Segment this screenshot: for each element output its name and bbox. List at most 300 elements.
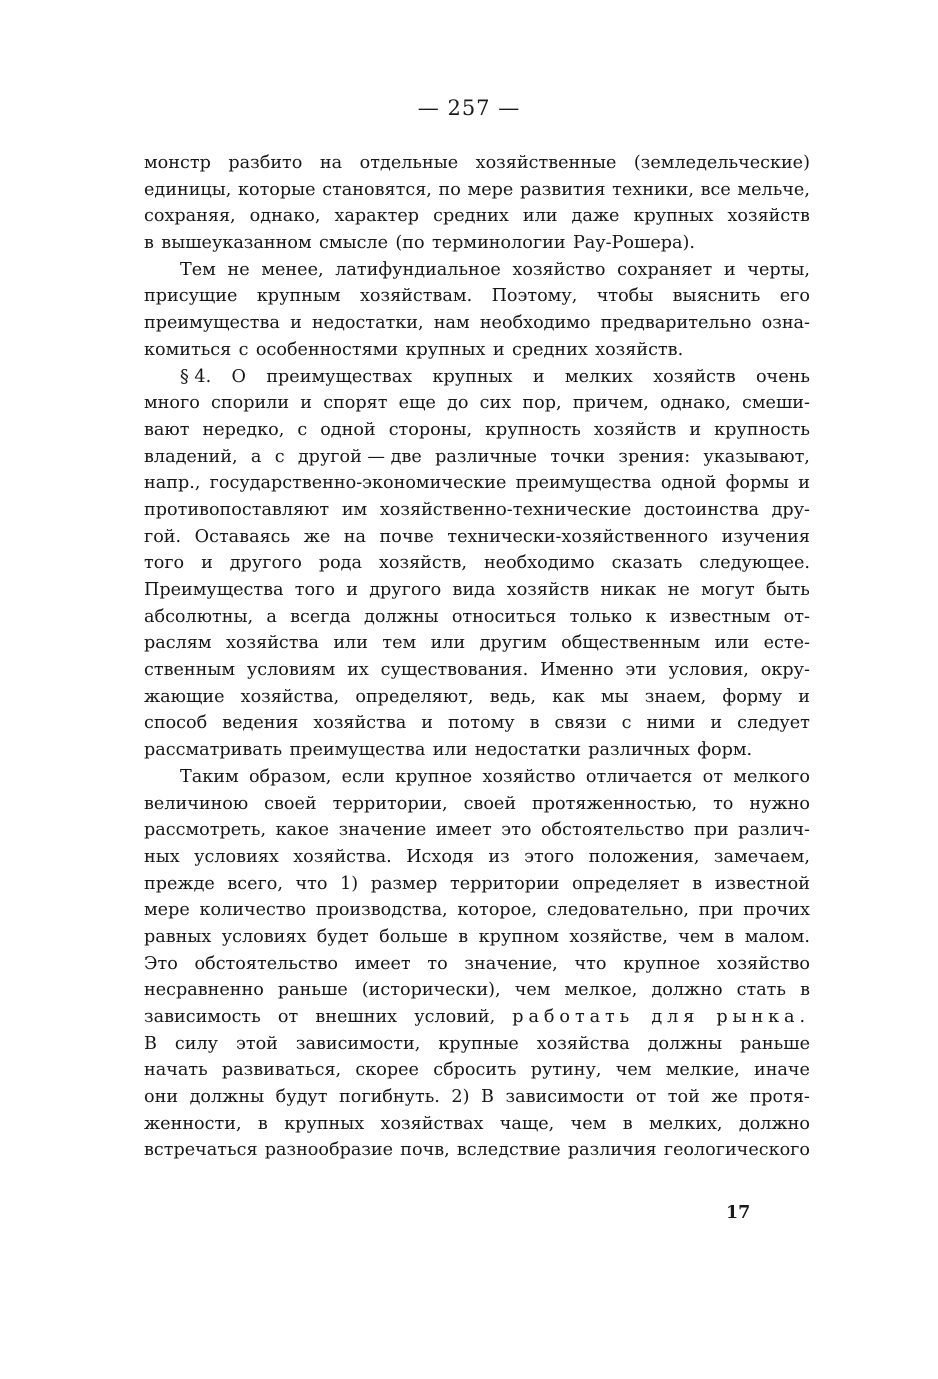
- word: погибнуть.: [339, 1087, 440, 1108]
- word: с: [297, 419, 308, 440]
- text-line: [144, 951, 810, 978]
- word: вследствие: [456, 1140, 561, 1161]
- word: крупных: [284, 1113, 365, 1134]
- text-line: [144, 310, 810, 337]
- word: напр.,: [144, 473, 201, 494]
- word: раньше: [740, 1033, 810, 1054]
- word: однако,: [249, 206, 321, 227]
- text-line: [144, 844, 810, 871]
- word: необходимо: [479, 313, 591, 334]
- word: § 4.: [180, 366, 212, 387]
- word: техники,: [612, 179, 694, 200]
- word: очень: [755, 366, 810, 387]
- word: должно: [651, 980, 723, 1001]
- word: ственным: [144, 660, 236, 681]
- word: в: [257, 1113, 268, 1134]
- word: преимущества: [289, 740, 426, 761]
- word: почве: [379, 526, 434, 547]
- word: будут: [275, 1087, 328, 1108]
- text-line: [144, 1031, 810, 1058]
- word: своей: [264, 793, 317, 814]
- word: форм.: [697, 740, 753, 761]
- word: хозяйство: [716, 953, 810, 974]
- word: чтобы: [596, 286, 654, 307]
- text-line: [144, 710, 810, 737]
- word: это: [501, 820, 532, 841]
- word: Поэтому,: [491, 286, 578, 307]
- word: указывают,: [703, 446, 810, 467]
- word: вают: [144, 419, 190, 440]
- word: и: [492, 339, 505, 360]
- text-line: [144, 1137, 810, 1164]
- word: же: [303, 526, 331, 547]
- word: а: [250, 446, 262, 467]
- word: крупность: [714, 419, 810, 440]
- word: до: [447, 393, 469, 414]
- text-line: [144, 550, 810, 577]
- word: жающие: [144, 686, 225, 707]
- word: Рау-Рошера).: [572, 233, 695, 254]
- text-line: [144, 524, 810, 551]
- word: единицы,: [144, 179, 232, 200]
- word: прежде: [144, 873, 215, 894]
- word: быть: [765, 580, 810, 600]
- word: преимущества: [515, 473, 652, 494]
- text-line: [144, 737, 810, 764]
- word: в: [800, 980, 810, 1001]
- text-line: [144, 897, 810, 924]
- word: их: [347, 660, 369, 681]
- word: существования.: [380, 660, 529, 681]
- word: смеши-: [742, 393, 810, 414]
- text-line: [144, 1084, 810, 1111]
- word: и: [201, 553, 213, 574]
- word: рынка.: [716, 1007, 810, 1027]
- word: присущие: [144, 286, 238, 307]
- word: чем: [570, 1113, 607, 1134]
- word: или: [333, 633, 368, 654]
- word: разбито: [228, 153, 303, 173]
- word: от: [277, 1007, 299, 1027]
- word: хозяйства: [313, 713, 407, 734]
- word: выяснить: [672, 286, 761, 307]
- word: территории: [449, 873, 560, 894]
- word: зависимости,: [295, 1033, 421, 1054]
- word: следует: [737, 713, 810, 734]
- word: крупное: [623, 953, 701, 974]
- word: известной: [714, 873, 810, 894]
- word: Тем: [180, 259, 216, 280]
- word: и: [300, 393, 313, 414]
- word: этой: [235, 1033, 278, 1054]
- word: величиною: [144, 793, 249, 814]
- word: какое: [275, 820, 330, 841]
- word: вышеуказанном: [161, 233, 312, 254]
- word: условия,: [668, 660, 749, 681]
- text-line: [144, 577, 810, 604]
- word: при: [693, 820, 729, 841]
- word: скорее: [355, 1060, 419, 1081]
- word: условиях: [221, 926, 307, 947]
- word: спорят: [323, 393, 388, 414]
- word: если: [341, 766, 385, 787]
- word: монстр: [144, 153, 211, 173]
- word: сохраняет: [617, 259, 713, 280]
- word: потому: [447, 713, 515, 734]
- word: нам: [433, 313, 470, 334]
- word: несравненно: [144, 980, 264, 1001]
- word: различных: [588, 740, 690, 761]
- word: смысле: [319, 233, 389, 254]
- text-line: [144, 390, 810, 417]
- word: почв,: [400, 1140, 450, 1161]
- word: тем: [382, 633, 417, 654]
- word: имеет: [354, 953, 411, 974]
- word: в: [144, 233, 154, 254]
- word: гой.: [144, 526, 182, 547]
- word: (исторически),: [361, 980, 501, 1001]
- word: сбросить: [433, 1060, 517, 1081]
- word: Именно: [540, 660, 614, 681]
- word: разнообразие: [264, 1140, 394, 1161]
- word: В: [144, 1033, 157, 1054]
- text-line: [144, 364, 810, 391]
- text-line: [144, 417, 810, 444]
- word: имеет: [435, 820, 492, 841]
- word: же: [711, 1087, 738, 1108]
- word: хозяйственные: [475, 153, 617, 173]
- word: хозяйств: [653, 366, 736, 387]
- word: чаще,: [499, 1113, 555, 1134]
- word: стать: [736, 980, 786, 1001]
- word: геологического: [663, 1140, 810, 1161]
- word: мелкие,: [665, 1060, 740, 1081]
- word: раньше: [277, 980, 348, 1001]
- word: Преимущества: [144, 580, 284, 600]
- word: форму: [722, 686, 783, 707]
- word: спорили: [211, 393, 290, 414]
- word: малом.: [744, 926, 810, 947]
- word: и: [290, 313, 302, 334]
- word: формы: [725, 473, 789, 494]
- word: условиях: [194, 846, 279, 867]
- word: способ: [144, 713, 208, 734]
- word: есте-: [763, 633, 810, 654]
- word: не: [667, 580, 690, 600]
- word: с: [238, 339, 249, 360]
- text-line: [144, 1004, 810, 1031]
- word: и: [346, 580, 358, 600]
- word: значение,: [464, 953, 558, 974]
- word: замечаем,: [713, 846, 810, 867]
- word: в: [692, 873, 703, 894]
- word: стороны,: [388, 419, 473, 440]
- word: работать: [512, 1007, 635, 1027]
- word: мере: [144, 900, 190, 921]
- text-line: [144, 257, 810, 284]
- word: раслям: [144, 633, 212, 654]
- word: и: [798, 686, 810, 707]
- word: хозяйствах: [380, 1113, 484, 1134]
- word: крупных: [432, 366, 513, 387]
- word: вида: [452, 580, 496, 600]
- text-line: [144, 283, 810, 310]
- word: терминологии: [431, 233, 566, 254]
- word: латифундиальное: [335, 259, 501, 280]
- word: и: [798, 473, 810, 494]
- word: развития: [519, 179, 606, 200]
- word: им: [341, 499, 368, 520]
- word: озна-: [761, 313, 810, 334]
- word: 2): [451, 1087, 470, 1108]
- text-line: [144, 230, 810, 257]
- word: а: [266, 606, 277, 627]
- text-line: [144, 924, 810, 951]
- word: территории,: [332, 793, 448, 814]
- word: достоинства: [643, 499, 759, 520]
- word: общественным: [561, 633, 701, 654]
- word: знаем,: [644, 686, 707, 707]
- word: причем,: [572, 393, 649, 414]
- word: крупность: [485, 419, 581, 440]
- text-line: [144, 1111, 810, 1138]
- word: следовательно,: [546, 900, 689, 921]
- word: мелкого: [733, 766, 810, 787]
- word: то: [427, 953, 448, 974]
- word: для: [651, 1007, 700, 1027]
- word: черты,: [747, 259, 810, 280]
- word: зависимости: [505, 1087, 625, 1108]
- word: в: [622, 1113, 633, 1134]
- text-line: [144, 630, 810, 657]
- word: хозяйствам.: [359, 286, 473, 307]
- word: обстоятельство: [194, 953, 338, 974]
- word: (по: [395, 233, 425, 254]
- word: мелких: [564, 366, 633, 387]
- word: крупном: [478, 926, 559, 947]
- word: рутину,: [530, 1060, 602, 1081]
- word: особенностями: [255, 339, 399, 360]
- word: следующее.: [699, 553, 810, 574]
- word: (земледельческие): [633, 153, 810, 173]
- word: должны: [647, 1033, 723, 1054]
- text-line: [144, 497, 810, 524]
- word: количество: [199, 900, 307, 921]
- word: чем: [514, 980, 551, 1001]
- word: внешних: [315, 1007, 398, 1027]
- text-line: [144, 444, 810, 471]
- word: В: [481, 1087, 494, 1108]
- word: сказать: [611, 553, 683, 574]
- text-line: [144, 977, 810, 1004]
- word: сохраняя,: [144, 206, 236, 227]
- word: нужно: [749, 793, 810, 814]
- word: недостатки,: [311, 313, 424, 334]
- word: другим: [479, 633, 547, 654]
- word: рассматривать: [144, 740, 283, 761]
- word: на: [343, 526, 366, 547]
- word: хозяйства,: [240, 686, 340, 707]
- word: развиваться,: [221, 1060, 342, 1081]
- word: которые: [237, 179, 316, 200]
- word: менее,: [261, 259, 324, 280]
- word: от: [702, 766, 723, 787]
- word: одной: [320, 419, 376, 440]
- word: известным: [669, 606, 771, 627]
- word: значение: [338, 820, 427, 841]
- word: силу: [174, 1033, 219, 1054]
- word: Это: [144, 953, 178, 974]
- text-line: [144, 657, 810, 684]
- word: крупных: [633, 206, 714, 227]
- word: всегда: [290, 606, 351, 627]
- word: мелкое,: [564, 980, 638, 1001]
- word: равных: [144, 926, 212, 947]
- word: никак: [600, 580, 657, 600]
- word: зрения:: [618, 446, 691, 467]
- word: то: [713, 793, 734, 814]
- body-text: [144, 150, 810, 1164]
- word: чем: [615, 1060, 652, 1081]
- text-line: [144, 817, 810, 844]
- word: мельче,: [737, 179, 810, 200]
- page-number-header: — 257 —: [417, 96, 521, 120]
- word: другого: [369, 580, 442, 600]
- word: протя-: [749, 1087, 810, 1108]
- word: характер: [334, 206, 420, 227]
- word: хозяйств: [593, 419, 677, 440]
- text-line: [144, 337, 810, 364]
- word: относиться: [451, 606, 557, 627]
- word: женности,: [144, 1113, 242, 1134]
- word: иначе: [753, 1060, 810, 1081]
- word: крупные: [438, 1033, 519, 1054]
- word: пор,: [522, 393, 562, 414]
- word: встречаться: [144, 1140, 258, 1161]
- word: комиться: [144, 339, 232, 360]
- word: ных: [144, 846, 180, 867]
- word: только: [569, 606, 633, 627]
- word: его: [779, 286, 810, 307]
- word: мере: [467, 179, 514, 200]
- text-line: [144, 150, 810, 177]
- word: ними: [646, 713, 696, 734]
- word: другой — две: [297, 446, 422, 467]
- signature-mark: 17: [726, 1203, 751, 1223]
- word: должны: [189, 1087, 265, 1108]
- word: обстоятельство: [540, 820, 685, 841]
- word: должно: [738, 1113, 810, 1134]
- word: производства,: [315, 900, 448, 921]
- word: даже: [571, 206, 620, 227]
- word: зависимость: [144, 1007, 261, 1027]
- word: много: [144, 393, 200, 414]
- word: становятся,: [322, 179, 432, 200]
- word: ведь,: [489, 686, 537, 707]
- word: хозяйств: [727, 206, 810, 227]
- word: средних: [512, 339, 588, 360]
- word: хозяйства: [225, 633, 319, 654]
- word: могут: [701, 580, 755, 600]
- word: все: [700, 179, 731, 200]
- word: хозяйства.: [293, 846, 392, 867]
- word: с: [621, 713, 632, 734]
- word: хозяйство: [482, 766, 576, 787]
- word: они: [144, 1087, 179, 1108]
- word: абсолютны,: [144, 606, 254, 627]
- word: которое,: [457, 900, 538, 921]
- word: отдельные: [359, 153, 459, 173]
- word: определяет: [571, 873, 680, 894]
- word: окру-: [760, 660, 810, 681]
- word: всего,: [227, 873, 283, 894]
- word: что: [295, 873, 328, 894]
- word: протяженностью,: [532, 793, 698, 814]
- word: эти: [625, 660, 657, 681]
- word: О: [231, 366, 246, 387]
- word: недостатки: [474, 740, 581, 761]
- word: Исходя: [406, 846, 474, 867]
- word: владений,: [144, 446, 238, 467]
- word: различ-: [738, 820, 810, 841]
- word: или: [430, 633, 466, 654]
- word: из: [488, 846, 510, 867]
- word: или: [522, 206, 558, 227]
- word: еще: [398, 393, 436, 414]
- word: от: [635, 1087, 657, 1108]
- word: на: [319, 153, 343, 173]
- word: положения,: [588, 846, 700, 867]
- word: хозяйств.: [595, 339, 684, 360]
- word: или: [432, 740, 468, 761]
- text-line: [144, 791, 810, 818]
- word: и: [532, 366, 545, 387]
- word: различные: [435, 446, 538, 467]
- word: другого: [229, 553, 302, 574]
- word: и: [710, 713, 723, 734]
- word: этого: [524, 846, 575, 867]
- word: с: [274, 446, 285, 467]
- word: будет: [316, 926, 369, 947]
- word: технически-хозяйственного: [447, 526, 709, 547]
- word: рассмотреть,: [144, 820, 267, 841]
- word: изучения: [721, 526, 810, 547]
- word: условиям: [246, 660, 336, 681]
- word: начать: [144, 1060, 208, 1081]
- word: одной: [660, 473, 717, 494]
- word: крупным: [256, 286, 341, 307]
- text-line: [144, 871, 810, 898]
- word: Оставаясь: [194, 526, 291, 547]
- word: при: [698, 900, 734, 921]
- word: ведения: [222, 713, 299, 734]
- text-line: [144, 1057, 810, 1084]
- word: той: [667, 1087, 700, 1108]
- word: предварительно: [600, 313, 752, 334]
- word: хозяйство: [512, 259, 606, 280]
- word: прочих: [743, 900, 810, 921]
- word: связи: [554, 713, 607, 734]
- text-line: [144, 764, 810, 791]
- word: крупных: [405, 339, 486, 360]
- word: от-: [783, 606, 810, 627]
- word: условий,: [414, 1007, 496, 1027]
- text-line: [144, 470, 810, 497]
- word: преимущества: [144, 313, 280, 334]
- text-line: [144, 604, 810, 631]
- word: Таким: [180, 766, 239, 787]
- word: государственно-экономические: [209, 473, 507, 494]
